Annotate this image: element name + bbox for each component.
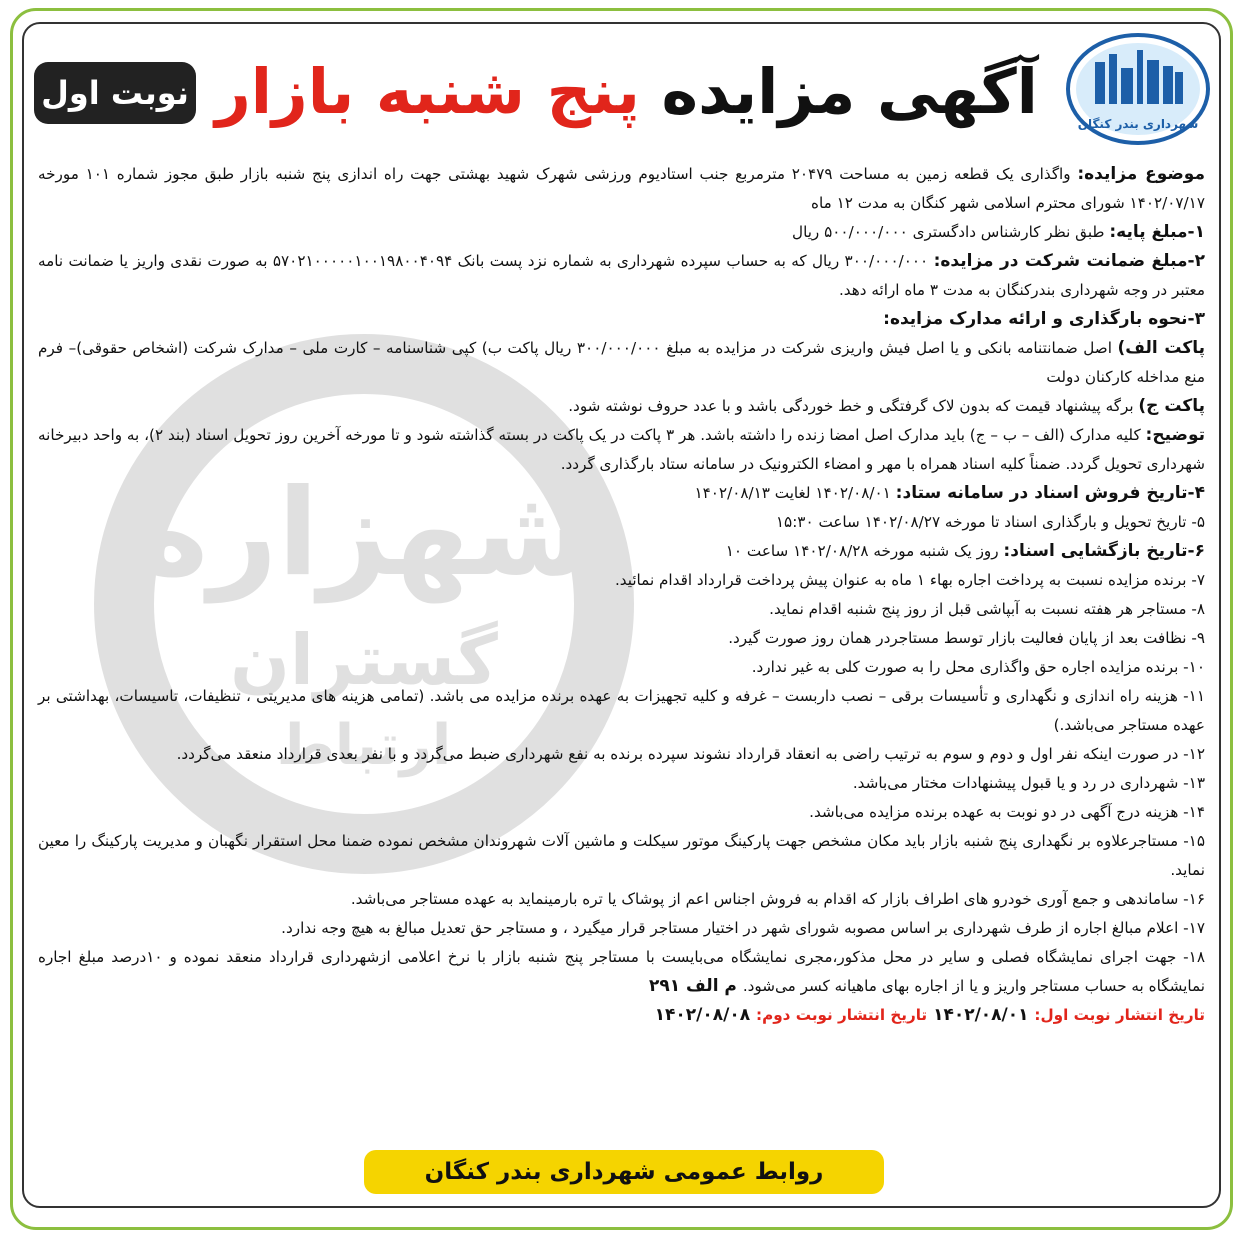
pakat-a-text: اصل ضمانتنامه بانکی و یا اصل فیش واریزی شرکت در مزایده به مبلغ ۳۰۰/۰۰۰/۰۰۰ ریال پاکت ب) کپی شناسنامه – کارت ملی – مدارک شرکت (اشخاص حقوقی)– فرم منع مداخله کارکنان دولت — [38, 339, 1205, 386]
pakat-c-label: پاکت ج) — [1138, 396, 1205, 416]
item-7: ۷- برنده مزایده نسبت به پرداخت اجاره بهاء ۱ ماه به عنوان پیش پرداخت قرارداد اقدام نمائید. — [614, 571, 1205, 589]
watermark-line1: شهزاره — [137, 464, 591, 603]
watermark-line2: گستران — [230, 619, 498, 701]
logo-building — [1163, 66, 1173, 104]
item-18 — [38, 943, 1205, 1001]
note — [38, 421, 1205, 479]
item18-text: ۱۸- جهت اجرای نمایشگاه فصلی و سایر در محل مذکور،مجری نمایشگاه می‌بایست با مستاجر پنج شنبه بازار با نرخ اعلامی ازشهرداری قرارداد منعقد نموده و ۱۰درصد مبلغ اجاره نمایشگاه به حساب مستاجر واریز و یا از اجاره بهای ماهیانه کسر می‌شود. — [38, 948, 1205, 995]
municipality-logo — [1065, 32, 1211, 146]
logo-building — [1175, 72, 1183, 104]
item1-label: ۱-مبلغ پایه: — [1109, 222, 1205, 242]
round-badge: نوبت اول — [34, 62, 196, 124]
subject-paragraph — [38, 160, 1205, 218]
notice-body — [38, 160, 1205, 1030]
footer-bar: روابط عمومی شهرداری بندر کنگان — [364, 1150, 884, 1194]
item-2 — [38, 247, 1205, 305]
page-title — [204, 42, 1049, 142]
item-3 — [38, 305, 1205, 334]
pub1-label: تاریخ انتشار نوبت اول: — [1034, 1006, 1205, 1024]
logo-building — [1121, 68, 1133, 104]
item-14: ۱۴- هزینه درج آگهی در دو نوبت به عهده برنده مزایده می‌باشد. — [809, 803, 1205, 821]
item-5: ۵- تاریخ تحویل و بارگذاری اسناد تا مورخه ۱۴۰۲/۰۸/۲۷ ساعت ۱۵:۳۰ — [775, 513, 1205, 531]
pakat-a — [38, 334, 1205, 392]
logo-building — [1095, 62, 1105, 104]
item-11: ۱۱- هزینه راه اندازی و نگهداری و تأسیسات برقی – نصب داربست – غرفه و کلیه تجهیزات به عهده برنده مزایده می باشد. (تمامی هزینه های مدیریتی ، تنظیفات، تاسیسات، بهداشتی بر عهده مستاجر می‌باشد.) — [38, 687, 1205, 734]
note-label: توضیح: — [1145, 425, 1205, 445]
item-17: ۱۷- اعلام مبالغ اجاره از طرف شهرداری بر اساس مصوبه شورای شهر در اختیار مستاجر قرار میگیرد ، و مستاجر حق تعدیل مبالغ به هیچ وجه ندارد. — [281, 919, 1205, 937]
pub2-label: تاریخ انتشار نوبت دوم: — [756, 1006, 928, 1024]
item4-label: ۴-تاریخ فروش اسناد در سامانه ستاد: — [895, 483, 1205, 503]
reference-code: م الف ۲۹۱ — [649, 976, 743, 996]
title-black: آگهی مزایده — [661, 55, 1038, 128]
logo-building — [1137, 50, 1143, 104]
item-12: ۱۲- در صورت اینکه نفر اول و دوم و سوم به ترتیب راضی به انعقاد قرارداد نشوند سپرده برنده به نفع شهرداری ضبط می‌گردد و با نفر بعدی قرارداد منعقد می‌گردد. — [176, 745, 1205, 763]
item1-text: طبق نظر کارشناس دادگستری ۵۰۰/۰۰۰/۰۰۰ ریال — [792, 223, 1110, 241]
pakat-a-label: پاکت الف) — [1117, 338, 1206, 358]
item-10: ۱۰- برنده مزایده اجاره حق واگذاری محل را به صورت کلی به غیر ندارد. — [751, 658, 1205, 676]
item-16: ۱۶- ساماندهی و جمع آوری خودرو های اطراف بازار که اقدام به فروش اجناس اعم از پوشاک یا تره بارمینماید به عهده مستاجر می‌باشد. — [350, 890, 1205, 908]
note-text: کلیه مدارک (الف – ب – ج) باید مدارک اصل امضا زنده را داشته باشد. هر ۳ پاکت در یک پاکت در بسته گذاشته شود و تا مورخه آخرین روز تحویل اسناد (بند ۲)، به واحد دبیرخانه شهرداری تحویل گردد. ضمناً کلیه اسناد همراه با مهر و امضاء الکترونیک در سامانه ستاد بارگذاری گردد. — [38, 426, 1205, 473]
item4-text: ۱۴۰۲/۰۸/۰۱ لغایت ۱۴۰۲/۰۸/۱۳ — [694, 484, 896, 502]
item-4 — [38, 479, 1205, 508]
subject-label: موضوع مزایده: — [1077, 164, 1205, 184]
item2-label: ۲-مبلغ ضمانت شرکت در مزایده: — [933, 251, 1206, 271]
item-6 — [38, 537, 1205, 566]
notice-panel — [22, 22, 1221, 1208]
pakat-c-text: برگه پیشنهاد قیمت که بدون لاک گرفتگی و خط خوردگی باشد و با عدد حروف نوشته شود. — [568, 397, 1139, 415]
publication-dates — [38, 1001, 1205, 1030]
logo-building — [1109, 54, 1117, 104]
item-13: ۱۳- شهرداری در رد و یا قبول پیشنهادات مختار می‌باشد. — [852, 774, 1205, 792]
pub2-date: ۱۴۰۲/۰۸/۰۸ — [654, 1005, 757, 1025]
item6-label: ۶-تاریخ بازگشایی اسناد: — [1003, 541, 1205, 561]
item2-text: ۳۰۰/۰۰۰/۰۰۰ ریال که به حساب سپرده شهرداری به شماره نزد پست بانک ۵۷۰۲۱۰۰۰۰۰۱۰۰۱۹۸۰۰۴۰۹۴ به صورت نقدی واریز یا ضمانت نامه معتبر در وجه شهرداری بندرکنگان به مدت ۳ ماه ارائه دهد. — [38, 252, 1205, 299]
title-red: پنج شنبه بازار — [215, 55, 640, 128]
subject-text: واگذاری یک قطعه زمین به مساحت ۲۰۴۷۹ مترمربع جنب استادیوم ورزشی شهرک شهید بهشتی جهت راه اندازی پنج شنبه بازار طبق مجوز شماره ۱۰۱ مورخه ۱۴۰۲/۰۷/۱۷ شورای محترم اسلامی شهر کنگان به مدت ۱۲ ماه — [38, 165, 1205, 212]
item6-text: روز یک شنبه مورخه ۱۴۰۲/۰۸/۲۸ ساعت ۱۰ — [725, 542, 1004, 560]
logo-text: شهرداری بندر کنگان — [1077, 117, 1199, 131]
item3-label: ۳-نحوه بارگذاری و ارائه مدارک مزایده: — [883, 309, 1205, 329]
item-8: ۸- مستاجر هر هفته نسبت به آبپاشی قبل از روز پنج شنبه اقدام نماید. — [769, 600, 1205, 618]
pub1-date: ۱۴۰۲/۰۸/۰۱ — [927, 1005, 1035, 1025]
logo-building — [1147, 60, 1159, 104]
item-1 — [38, 218, 1205, 247]
item-15: ۱۵- مستاجرعلاوه بر نگهداری پنج شنبه بازار باید مکان مشخص جهت پارکینگ موتور سیکلت و ماشین آلات شهروندان مشخص نموده ضمنا محل استقرار نگهبان و مدیریت پارکینگ را معین نماید. — [38, 832, 1205, 879]
watermark-line3: ارتباط — [276, 713, 452, 778]
pakat-c — [38, 392, 1205, 421]
item-9: ۹- نظافت بعد از پایان فعالیت بازار توسط مستاجردر همان روز صورت گیرد. — [728, 629, 1205, 647]
